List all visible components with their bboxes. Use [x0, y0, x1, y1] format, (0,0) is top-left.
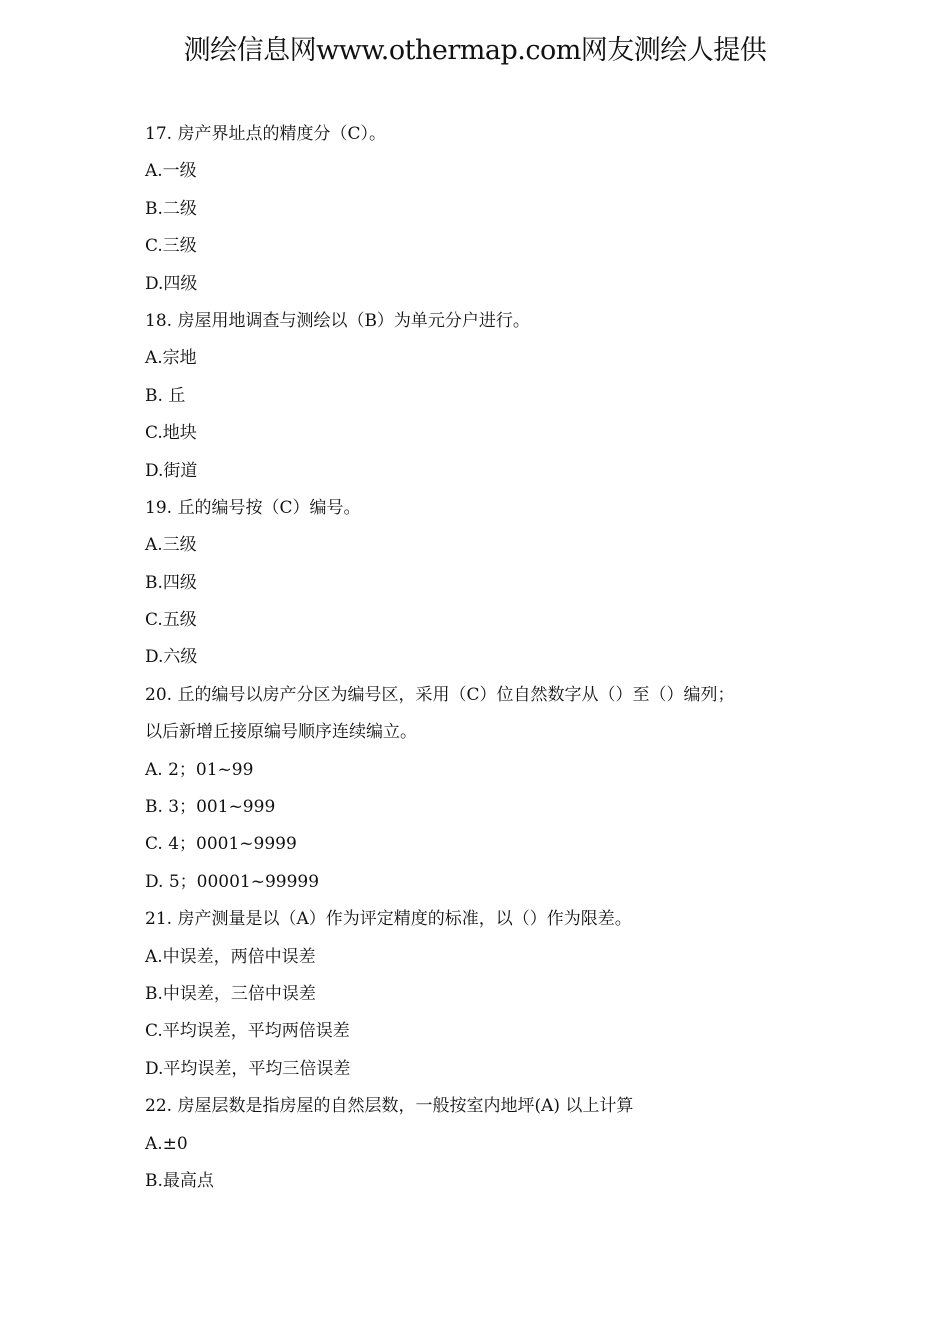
option-b: B.二级	[145, 198, 197, 219]
option-a: A.中误差，两倍中误差	[145, 946, 316, 967]
option-a: A.一级	[145, 161, 197, 182]
question-22: 22. 房屋层数是指房屋的自然层数，一般按室内地坪(A) 以上计算	[145, 1096, 634, 1117]
option-c: C. 4；0001~9999	[145, 834, 297, 855]
option-a: A. 2；01~99	[145, 759, 254, 780]
option-c: C.三级	[145, 236, 197, 257]
question-19: 19. 丘的编号按（C）编号。	[145, 497, 361, 518]
option-d: D.六级	[145, 647, 198, 668]
option-d: D.平均误差，平均三倍误差	[145, 1058, 351, 1079]
option-d: D.街道	[145, 460, 198, 481]
question-21: 21. 房产测量是以（A）作为评定精度的标准，以（）作为限差。	[145, 909, 632, 930]
option-c: C.五级	[145, 610, 197, 631]
document-body	[145, 120, 825, 1204]
option-b: B.最高点	[145, 1170, 214, 1191]
question-20-continued: 以后新增丘接原编号顺序连续编立。	[145, 722, 417, 743]
page-header: 测绘信息网www.othermap.com网友测绘人提供	[183, 35, 767, 66]
option-b: B. 3；001~999	[145, 797, 276, 818]
question-18: 18. 房屋用地调查与测绘以（B）为单元分户进行。	[145, 310, 530, 331]
option-b: B.中误差，三倍中误差	[145, 983, 316, 1004]
option-d: D. 5；00001~99999	[145, 871, 320, 892]
option-d: D.四级	[145, 273, 198, 294]
question-20: 20. 丘的编号以房产分区为编号区，采用（C）位自然数字从（）至（）编列；	[145, 684, 735, 705]
option-b: B.四级	[145, 572, 197, 593]
option-a: A.宗地	[145, 348, 197, 369]
option-c: C.地块	[145, 423, 197, 444]
option-b: B. 丘	[145, 385, 186, 406]
option-c: C.平均误差，平均两倍误差	[145, 1021, 350, 1042]
option-a: A.±0	[145, 1133, 188, 1154]
option-a: A.三级	[145, 535, 197, 556]
question-17: 17. 房产界址点的精度分（C）。	[145, 124, 386, 144]
